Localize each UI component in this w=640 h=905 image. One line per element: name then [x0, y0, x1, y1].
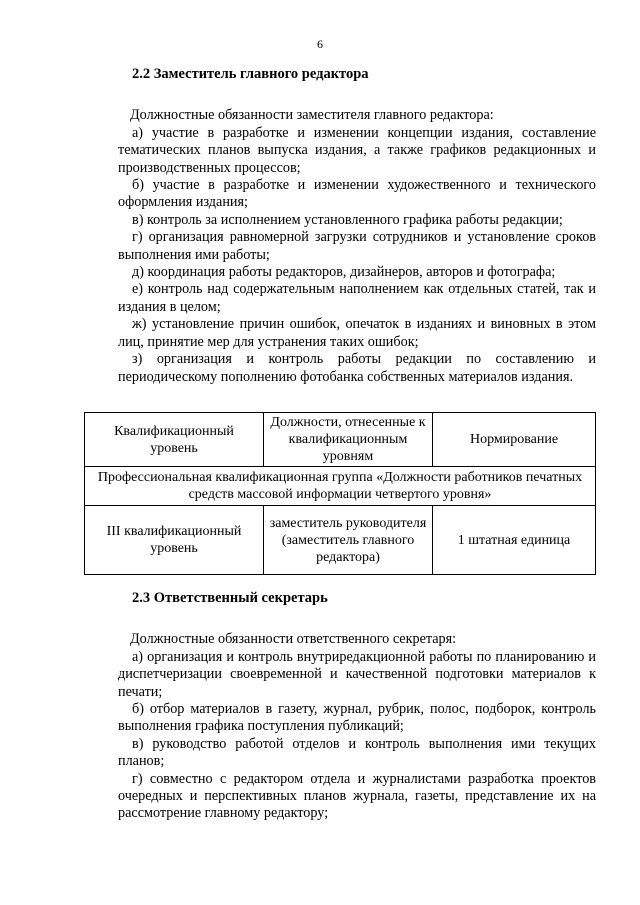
paragraph: а) участие в разработке и изменении концепции издания, составление тематических планов выпуска издания, а также графиков редакционных и производственных процессов; — [118, 124, 596, 176]
paragraph: а) организация и контроль внутриредакционной работы по планированию и диспетчеризации своевременной и качественной подготовки материалов к печати; — [118, 648, 596, 700]
paragraph: б) отбор материалов в газету, журнал, рубрик, полос, подборок, контроль выполнения графика поступления публикаций; — [118, 701, 596, 735]
paragraph: б) участие в разработке и изменении художественного и технического оформления издания; — [118, 177, 596, 211]
table-row — [85, 506, 596, 575]
table-cell: III квалификационный уровень — [85, 506, 264, 575]
paragraph: в) руководство работой отделов и контроль выполнения ими текущих планов; — [118, 735, 596, 770]
page-number: 6 — [317, 37, 323, 51]
paragraph: е) контроль над содержательным наполнением как отдельных статей, так и издания в целом; — [118, 281, 596, 315]
table-group-cell: Профессиональная квалификационная группа «Должности работников печатных средств массовой информации четвертого уровня» — [85, 467, 596, 506]
qualification-table — [84, 412, 596, 575]
section-deputy-editor — [118, 66, 596, 386]
paragraph: д) координация работы редакторов, дизайнеров, авторов и фотографа; — [132, 264, 556, 281]
table-header-cell: Должности, отнесенные к квалификационным уровням — [264, 413, 433, 467]
table-cell: заместитель руководителя (заместитель главного редактора) — [264, 506, 433, 575]
paragraph: з) организация и контроль работы редакции по составлению и периодическому пополнению фотобанка собственных материалов издания. — [118, 351, 596, 385]
section-title: 2.3 Ответственный секретарь — [132, 590, 328, 606]
table-header-cell: Квалификационный уровень — [85, 413, 264, 467]
section-title: 2.2 Заместитель главного редактора — [132, 66, 369, 82]
table-header-cell: Нормирование — [433, 413, 596, 467]
table-group-row — [85, 467, 596, 506]
section-executive-secretary — [118, 590, 596, 823]
paragraph: ж) установление причин ошибок, опечаток в изданиях и виновных в этом лиц, принятие мер для устранения таких ошибок; — [118, 316, 596, 350]
table-header-row — [85, 413, 596, 467]
paragraph: Должностные обязанности заместителя главного редактора: — [130, 107, 494, 124]
table-cell: 1 штатная единица — [433, 506, 596, 575]
paragraph: г) совместно с редактором отдела и журналистами разработка проектов очередных и перспективных планов журнала, газеты, представление их на рассмотрение главному редактору; — [118, 770, 596, 822]
paragraph: Должностные обязанности ответственного секретаря: — [130, 631, 457, 648]
paragraph: в) контроль за исполнением установленного графика работы редакции; — [132, 211, 563, 228]
paragraph: г) организация равномерной загрузки сотрудников и установление сроков выполнения ими работы; — [118, 229, 596, 263]
